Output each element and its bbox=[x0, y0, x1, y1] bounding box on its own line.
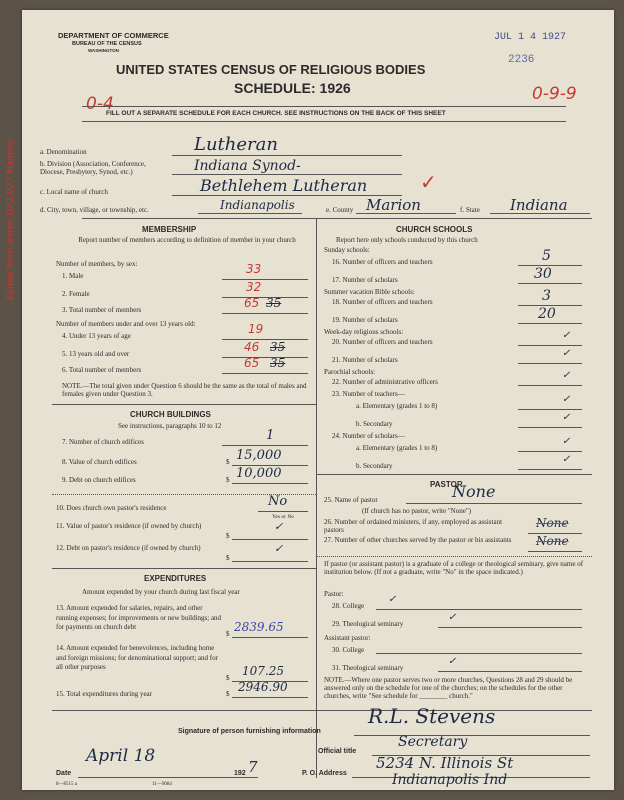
census-schedule-sheet: DEPARTMENT OF COMMERCE BUREAU OF THE CENSUS WASHINGTON JUL 1 4 1927 2236 UNITED STATES CENSUS OF RELIGIOUS BODIES SCHEDULE: 1926 0-4 0-9-9 FILL OUT A SEPARATE SCHEDULE FOR EACH CHURCH. SEE INSTRUCTIONS ON THE BACK OF THIS SHEET a. Denomination Lutheran b. Division (Association, Conference, Diocese, Presbytery, Synod, etc.) Indiana Synod- c. Local name of church Bethlehem Lutheran ✓ d. City, town, village, or township, etc. Indianapolis e. County Marion f. State Indiana Edited from letter 10/13/27 Mankey MEMBERSHIP Report number of members according to definition of member in your church Number of members, by sex: 1. Male 33 2. Female 32 3. Total number of members 65 35 Number of members under and over 13 years old: 4. Under 13 years of age 19 5. 13 years old and over 46 35 6. Total number of members 65 35 NOTE.—The total given under Question 6 should be the same as the total of males and females given under Question 3. CHURCH BUILDINGS See instructions, paragraphs 10 to 12 7. Number of church edifices 1 8. Value of church edifices $ 15,000 9. Debt on church edifices $ 10,000 10. Does church own pastor's residence No Yes or No 11. Value of pastor's residence (if owned by church) $ ✓ 12. Debt on pastor's residence (if owned by church) $ ✓ EXPENDITURES Amount expended by your church during last fiscal year 13. Amount expended for salaries, repairs, and other running expenses; for improvements or new buildings; and for payments on church debt $ 2839.65 14. Amount expended for benevolences, including home and foreign missions; for denominational support; and for all other purposes $ 107.25 15. Total expenditures during year $ 2946.90 CHURCH SCHOOLS Report here only schools conducted by this church Sunday schools: 16. Number of officers and teachers 5 17. Number of scholars 30 Summer vacation Bible schools: 18. Number of officers and teachers 3 19. Number of scholars 20 Week-day religious schools: 20. Number of officers and teachers ✓ 21. Number of scholars ✓ Parochial schools: 22. Number of administrative officers ✓ 23. Number of teachers— a. Elementary (grades 1 to 8) ✓ b. Secondary ✓ 24. Number of scholars— a. Elementary (grades 1 to 8) ✓ b. Secondary ✓ PASTOR 25. Name of pastor None (If church has no pastor, write "None") 26. Number of ordained ministers, if any, employed as assistant pastors None 27. Number of other churches served by the pastor or his assistants None If pastor (or assistant pastor) is a graduate of a college or theological seminary, give name of institution below. (If not a graduate, write "No" in the space indicated.) Pastor: 28. College ✓ 29. Theological seminary ✓ Assistant pastor: 30. College 31. Theological seminary ✓ NOTE.—Where one pastor serves two or more churches, Questions 28 and 29 should be answered only on the schedule for one of the churches; on the schedules for the other churches, write "See schedule for ________ church." Signature of person furnishing information R.L. Stevens Official title Secretary Date April 18 192 7 P. O. Address 5234 N. Illinois St Indianapolis Ind 8—8515 a 11—9084 bbox=[22, 10, 614, 790]
q19-label: 19. Number of scholars bbox=[332, 316, 398, 324]
city-value: Indianapolis bbox=[220, 198, 295, 212]
q4-label: 4. Under 13 years of age bbox=[62, 332, 131, 340]
q28-check: ✓ bbox=[388, 594, 397, 605]
address-city: Indianapolis Ind bbox=[392, 772, 508, 788]
q22-label: 22. Number of administrative officers bbox=[332, 378, 438, 386]
q3-value: 65 bbox=[244, 296, 260, 310]
signature-value: R.L. Stevens bbox=[368, 704, 496, 728]
q16-label: 16. Number of officers and teachers bbox=[332, 258, 433, 266]
q17-label: 17. Number of scholars bbox=[332, 276, 398, 284]
q3-old-value: 35 bbox=[266, 296, 282, 310]
pastor-title: PASTOR bbox=[430, 480, 463, 489]
year-prefix: 192 bbox=[234, 770, 246, 777]
membership-note: NOTE.—The total given under Question 6 should be the same as the total of males and females given under Question 3. bbox=[62, 382, 307, 398]
q14-label: 14. Amount expended for benevolences, including home and foreign missions; for denominational support; and for all other purposes bbox=[56, 644, 218, 671]
county-value: Marion bbox=[366, 196, 421, 214]
q19-value: 20 bbox=[538, 306, 556, 322]
date-value: April 18 bbox=[86, 746, 156, 766]
q11-label: 11. Value of pastor's residence (if owned by church) bbox=[56, 522, 202, 530]
q29-check: ✓ bbox=[448, 612, 457, 623]
assistant-sublabel: Assistant pastor: bbox=[324, 634, 371, 642]
form-code: 8—8515 a bbox=[56, 782, 77, 787]
red-check-mark: ✓ bbox=[420, 170, 437, 194]
address-label: P. O. Address bbox=[302, 770, 347, 777]
official-title-label: Official title bbox=[318, 748, 357, 755]
city-label: d. City, town, village, or township, etc. bbox=[40, 206, 149, 214]
expenditures-title: EXPENDITURES bbox=[144, 574, 207, 583]
church-name-label: c. Local name of church bbox=[40, 188, 108, 196]
q20-check: ✓ bbox=[562, 330, 571, 341]
buildings-title: CHURCH BUILDINGS bbox=[130, 410, 211, 419]
q20-label: 20. Number of officers and teachers bbox=[332, 338, 433, 346]
date-label: Date bbox=[56, 770, 72, 777]
dept-label: DEPARTMENT OF COMMERCE bbox=[58, 31, 169, 40]
state-label: f. State bbox=[460, 206, 480, 214]
division-value: Indiana Synod- bbox=[194, 158, 301, 174]
by-sex-label: Number of members, by sex: bbox=[56, 260, 138, 268]
pastor-sublabel: Pastor: bbox=[324, 590, 344, 598]
q26-label: 26. Number of ordained ministers, if any, employed as assistant pastors bbox=[324, 518, 503, 534]
q11-check: ✓ bbox=[274, 520, 284, 533]
membership-intro: Report number of members according to definition of member in your church bbox=[78, 236, 296, 244]
q27-value: None bbox=[536, 534, 569, 548]
q23a-check: ✓ bbox=[562, 394, 571, 405]
q30-label: 30. College bbox=[332, 646, 365, 654]
q5-value: 46 bbox=[244, 340, 260, 354]
q24b-check: ✓ bbox=[562, 454, 571, 465]
q23b-label: b. Secondary bbox=[356, 420, 393, 428]
q13-value: 2839.65 bbox=[234, 620, 284, 634]
q8-label: 8. Value of church edifices bbox=[62, 458, 137, 466]
instruction-line: FILL OUT A SEPARATE SCHEDULE FOR EACH CHURCH. SEE INSTRUCTIONS ON THE BACK OF THIS SHEET bbox=[106, 110, 446, 117]
q25-note: (If church has no pastor, write "None") bbox=[362, 507, 472, 515]
pastor-note: NOTE.—Where one pastor serves two or more churches, Questions 28 and 29 should be answered only on the schedule for one of the churches; on the schedules for the other churches, write "See schedule for ________ church." bbox=[324, 676, 573, 700]
q14-value: 107.25 bbox=[242, 664, 284, 678]
q10-value: No bbox=[268, 494, 288, 509]
q8-value: 15,000 bbox=[236, 448, 282, 463]
stamp-number: 2236 bbox=[508, 54, 535, 66]
q22-check: ✓ bbox=[562, 370, 571, 381]
q31-check: ✓ bbox=[448, 656, 457, 667]
graduate-note: If pastor (or assistant pastor) is a graduate of a college or theological seminary, give name of institution below. (If not a graduate, write "No" in the space indicated.) bbox=[324, 560, 584, 576]
q7-label: 7. Number of church edifices bbox=[62, 438, 144, 446]
q12-label: 12. Debt on pastor's residence (if owned by church) bbox=[56, 544, 201, 552]
q16-value: 5 bbox=[542, 248, 551, 264]
q24a-label: a. Elementary (grades 1 to 8) bbox=[356, 444, 438, 452]
q25-value: None bbox=[452, 482, 496, 501]
q17-value: 30 bbox=[534, 266, 552, 282]
state-value: Indiana bbox=[510, 196, 568, 214]
q5-old-value: 35 bbox=[270, 340, 286, 354]
q21-label: 21. Number of scholars bbox=[332, 356, 398, 364]
q9-label: 9. Debt on church edifices bbox=[62, 476, 136, 484]
q6-label: 6. Total number of members bbox=[62, 366, 142, 374]
signature-label: Signature of person furnishing information bbox=[178, 728, 321, 735]
q6-old-value: 35 bbox=[270, 356, 286, 370]
q2-label: 2. Female bbox=[62, 290, 90, 298]
q12-check: ✓ bbox=[274, 542, 284, 555]
membership-title: MEMBERSHIP bbox=[142, 225, 197, 234]
division-label: b. Division (Association, Conference, Diocese, Presbytery, Synod, etc.) bbox=[40, 160, 146, 176]
red-code-left: 0-4 bbox=[86, 94, 114, 114]
q24-label: 24. Number of scholars— bbox=[332, 432, 405, 440]
schedule-title: SCHEDULE: 1926 bbox=[234, 80, 351, 96]
q5-label: 5. 13 years old and over bbox=[62, 350, 130, 358]
under-over-label: Number of members under and over 13 years old: bbox=[56, 320, 196, 328]
q15-value: 2946.90 bbox=[238, 680, 288, 694]
weekday-label: Week-day religious schools: bbox=[324, 328, 404, 336]
expenditures-sub: Amount expended by your church during last fiscal year bbox=[82, 588, 240, 596]
q23a-label: a. Elementary (grades 1 to 8) bbox=[356, 402, 438, 410]
official-title-value: Secretary bbox=[398, 734, 468, 750]
q9-value: 10,000 bbox=[236, 466, 282, 481]
q31-label: 31. Theological seminary bbox=[332, 664, 404, 672]
schools-sub: Report here only schools conducted by this church bbox=[336, 236, 478, 244]
form-title: UNITED STATES CENSUS OF RELIGIOUS BODIES bbox=[116, 62, 426, 77]
q4-value: 19 bbox=[248, 322, 264, 336]
q1-value: 33 bbox=[246, 262, 262, 276]
q24b-label: b. Secondary bbox=[356, 462, 393, 470]
q23b-check: ✓ bbox=[562, 412, 571, 423]
denomination-label: a. Denomination bbox=[40, 148, 87, 156]
q10-label: 10. Does church own pastor's residence bbox=[56, 504, 167, 512]
q23-label: 23. Number of teachers— bbox=[332, 390, 405, 398]
address-value: 5234 N. Illinois St bbox=[376, 754, 514, 772]
bureau-label: BUREAU OF THE CENSUS bbox=[72, 41, 142, 47]
q24a-check: ✓ bbox=[562, 436, 571, 447]
q7-value: 1 bbox=[266, 428, 275, 443]
denomination-value: Lutheran bbox=[194, 134, 278, 155]
yes-no-hint: Yes or No bbox=[272, 514, 295, 520]
q13-label: 13. Amount expended for salaries, repairs, and other running expenses; for improvements or new buildings; and for payments on church debt bbox=[56, 604, 222, 631]
margin-edit-note: Edited from letter 10/13/27 Mankey bbox=[6, 138, 16, 300]
q3-label: 3. Total number of members bbox=[62, 306, 142, 314]
sunday-label: Sunday schools: bbox=[324, 246, 370, 254]
schools-title: CHURCH SCHOOLS bbox=[396, 225, 473, 234]
q25-label: 25. Name of pastor bbox=[324, 496, 378, 504]
buildings-sub: See instructions, paragraphs 10 to 12 bbox=[118, 422, 222, 430]
q21-check: ✓ bbox=[562, 348, 571, 359]
q2-value: 32 bbox=[246, 280, 262, 294]
q18-value: 3 bbox=[542, 288, 551, 304]
q18-label: 18. Number of officers and teachers bbox=[332, 298, 433, 306]
summer-label: Summer vacation Bible schools: bbox=[324, 288, 415, 296]
city-label: WASHINGTON bbox=[88, 48, 119, 53]
q6-value: 65 bbox=[244, 356, 260, 370]
q27-label: 27. Number of other churches served by the pastor or his assistants bbox=[324, 536, 512, 544]
q28-label: 28. College bbox=[332, 602, 365, 610]
q1-label: 1. Male bbox=[62, 272, 84, 280]
county-label: e. County bbox=[326, 206, 354, 214]
red-code-right: 0-9-9 bbox=[532, 84, 577, 104]
church-name-value: Bethlehem Lutheran bbox=[200, 176, 368, 195]
year-value: 7 bbox=[248, 758, 258, 776]
q29-label: 29. Theological seminary bbox=[332, 620, 404, 628]
form-code-2: 11—9084 bbox=[152, 782, 172, 787]
received-stamp: JUL 1 4 1927 bbox=[494, 32, 567, 43]
q15-label: 15. Total expenditures during year bbox=[56, 690, 152, 698]
q26-value: None bbox=[536, 516, 569, 530]
parochial-label: Parochial schools: bbox=[324, 368, 376, 376]
